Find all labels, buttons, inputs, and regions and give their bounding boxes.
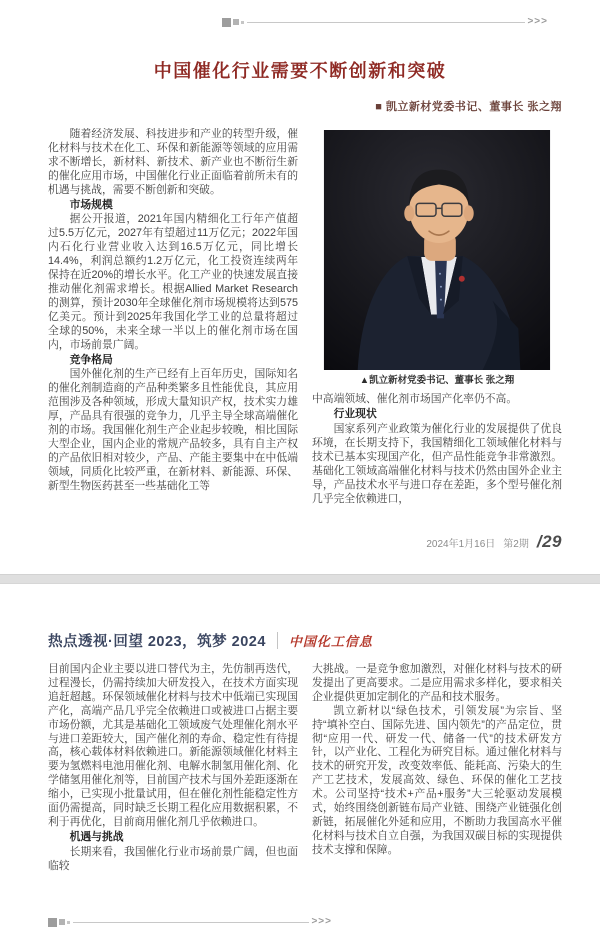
article-byline: ■ 凯立新材党委书记、董事长 张之翔 bbox=[375, 101, 562, 113]
decoration-square-medium bbox=[233, 19, 239, 25]
header-divider bbox=[277, 632, 278, 649]
page-footer-decoration bbox=[48, 917, 332, 927]
magazine-logo: 中国化工信息 bbox=[288, 634, 373, 649]
page-header-decoration bbox=[222, 17, 548, 27]
article-title: 中国催化行业需要不断创新和突破 bbox=[153, 61, 447, 81]
page2-columns bbox=[0, 663, 600, 875]
paragraph: 国外催化剂的生产已经有上百年历史，国际知名的催化剂制造商的产品种类繁多且性能优良，其应用范围涉及各种领域，形成大量知识产权，技术实力雄厚，产品具有很强的竞争力，几乎主导全球高端催化剂的市场。我国催化剂生产企业起步较晚，相比国际大型企业，国内企业的常规产品较多，具有自主产权的产品依旧相对较少，产品、产能主要集中在中低端领域，同质化比较严重，在新材料、新能源、环保、新型生物医药甚至一些基础化工等 bbox=[48, 368, 298, 492]
section-heading-competition: 竞争格局 bbox=[69, 353, 113, 366]
portrait-photo bbox=[323, 130, 551, 370]
page-2 bbox=[0, 584, 600, 940]
portrait-photo-block bbox=[312, 130, 562, 386]
footer-page-number: /29 bbox=[536, 532, 562, 551]
decoration-square-small bbox=[241, 21, 244, 24]
paragraph: 凯立新材以“绿色技术，引领发展”为宗旨、坚持“填补空白、国际先进、国内领先”的产品定位，贯彻“应用一代、研发一代、储备一代”的技术研发方针，以产业化、工程化为研究目标。通过催化材料与技术的研究开发，改变效率低、能耗高、污染大的生产工艺技术，发展高效、绿色、环保的催化工艺技术。公司坚持“技术+产品+服务”大三轮驱动发展模式，始终围绕创新链布局产业链、围绕产业链强化创新链，拓展催化外延和应用，不断助力我国高水平催化材料与技术自立自强，为我国双碳目标的实现提供技术支撑和保障。 bbox=[312, 704, 562, 856]
paragraph: 国家系列产业政策为催化行业的发展提供了优良环境，在长期支持下，我国精细化工领域催化材料与技术已基本实现国产化，但产品性能竞争非常激烈。基础化工领域高端催化材料与技术仍然由国外企业主导，产品技术水平与进口存在差距，多个型号催化剂几乎完全依赖进口， bbox=[312, 423, 562, 505]
section-header bbox=[0, 630, 600, 651]
page1-columns bbox=[0, 128, 600, 532]
section-heading-industry-status: 行业现状 bbox=[333, 408, 377, 421]
page1-right-column bbox=[312, 128, 562, 532]
decoration-square-large bbox=[48, 918, 57, 927]
triple-arrow-icon: >>> bbox=[527, 16, 548, 27]
paragraph: 大挑战。一是竞争愈加激烈，对催化材料与技术的研发提出了更高要求。二是应用需求多样化，要求相关企业提供更加定制化的产品和技术服务。 bbox=[312, 663, 562, 703]
paragraph: 长期来看，我国催化行业市场前景广阔，但也面临较 bbox=[48, 845, 298, 872]
paragraph: 随着经济发展、科技进步和产业的转型升级，催化材料与技术在化工、环保和新能源等领域的应用需求不断增长，新材料、新技术、新产业也不断衍生新的催化应用市场，中国催化行业正面临着前所未有的机遇与挑战，需要不断创新和突破。 bbox=[48, 128, 298, 196]
decoration-rule-line bbox=[73, 922, 309, 923]
page2-left-column bbox=[48, 663, 298, 875]
page1-left-column bbox=[48, 128, 298, 532]
page-footer bbox=[426, 532, 562, 552]
paragraph: 中高端领域、催化剂市场国产化率仍不高。 bbox=[312, 393, 518, 406]
footer-date: 2024年1月16日 bbox=[426, 539, 496, 550]
triple-arrow-icon: >>> bbox=[311, 916, 332, 927]
decoration-square-large bbox=[222, 18, 231, 27]
photo-caption: ▲凯立新材党委书记、董事长 张之翔 bbox=[359, 375, 515, 386]
section-heading-market-size: 市场规模 bbox=[69, 198, 113, 211]
page2-right-column bbox=[312, 663, 562, 875]
paragraph: 目前国内企业主要以进口替代为主，先仿制再迭代，过程漫长，仍需持续加大研发投入，在技术方面实现追赶超越。环保领域催化材料与技术中低端已实现国产化，高端产品几乎完全依赖进口或被进口占据主要市场份额，尤其是基础化工领域废气处理催化剂水平与进口差距较大，国产催化剂的寿命、稳定性有待提高，核心载体材料依赖进口。新能源领域催化材料主要为氢燃料电池用催化剂、电解水制氢用催化剂、化学储氢用催化剂等，目前国产技术与国外差距逐渐在缩小，已实现小批量试用，但在催化剂性能稳定性方面仍需提高，同时缺乏长期工程化应用数据积累，不利于再优化，目前商用催化剂几乎依赖进口。 bbox=[48, 663, 298, 828]
footer-issue: 第2期 bbox=[503, 539, 529, 550]
decoration-square-medium bbox=[59, 919, 65, 925]
section-heading-opportunities: 机遇与挑战 bbox=[69, 830, 124, 843]
paragraph: 据公开报道，2021年国内精细化工行年产值超过5.5万亿元，2027年有望超过11万亿元；2022年国内石化行业营业收入达到16.5万亿元，同比增长14.4%，利润总额约1.2万亿元，化工投资连续两年保持在近20%的增长水平。化工产业的快速发展直接推动催化剂需求增长。根据Allied Market Research的测算，预计2030年全球催化剂市场规模将达到575亿美元。预计到2025年我国化学工业的总量将超过全球的50%，未来全球一半以上的催化剂市场在国内，市场前景广阔。 bbox=[48, 213, 298, 351]
column-title: 热点透视·回望 2023，筑梦 2024 bbox=[48, 634, 266, 650]
decoration-rule-line bbox=[247, 22, 525, 23]
decoration-square-small bbox=[67, 921, 70, 924]
page-gap-divider bbox=[0, 574, 600, 584]
